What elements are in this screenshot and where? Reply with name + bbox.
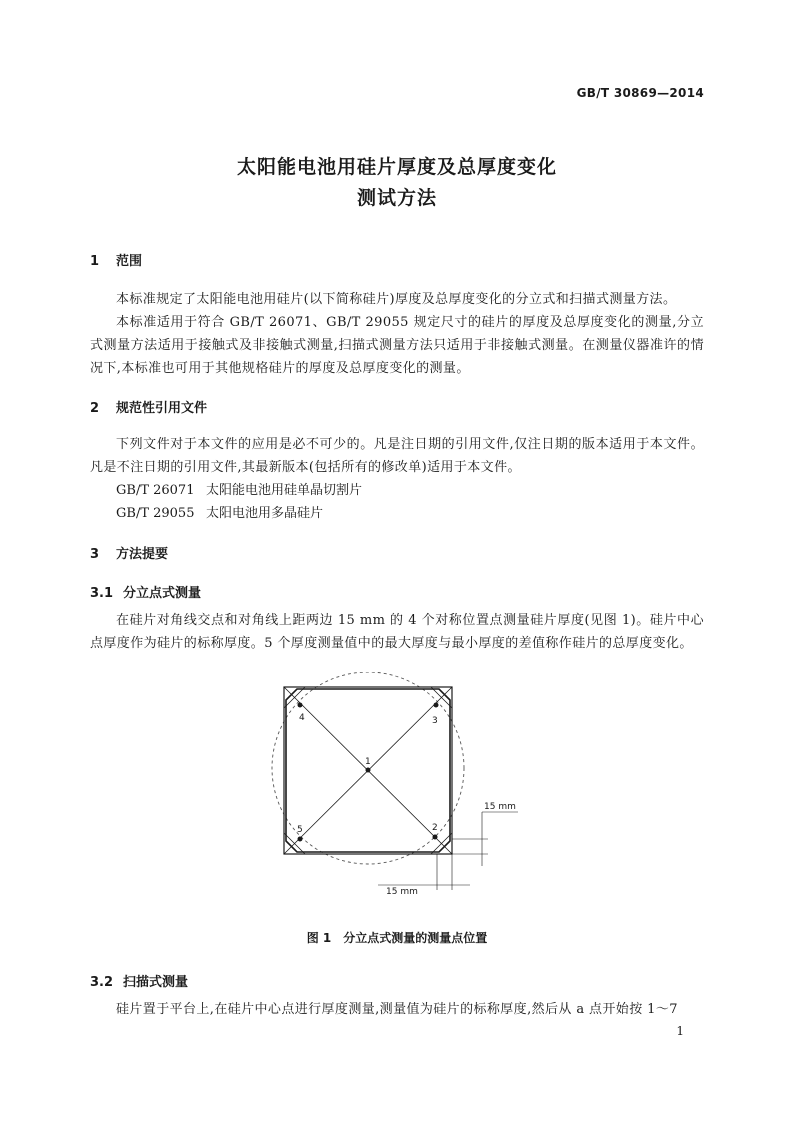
reference-code: GB/T 29055 xyxy=(116,506,195,521)
measurement-point-5 xyxy=(298,837,303,842)
section-3-1-paragraph-1: 在硅片对角线交点和对角线上距两边 15 mm 的 4 个对称位置点测量硅片厚度(见图 1)。硅片中心点厚度作为硅片的标称厚度。5 个厚度测量值中的最大厚度与最小厚度的差值称作硅片的总厚度变化。 xyxy=(90,613,704,651)
section-1-paragraph-1: 本标准规定了太阳能电池用硅片(以下简称硅片)厚度及总厚度变化的分立式和扫描式测量方法。 xyxy=(116,292,677,307)
section-number: 1 xyxy=(90,254,100,269)
section-1-heading xyxy=(90,250,142,269)
section-number: 3 xyxy=(90,547,100,562)
section-3-heading xyxy=(90,543,168,562)
measurement-point-3 xyxy=(434,703,439,708)
reference-title: 太阳电池用多晶硅片 xyxy=(206,506,324,521)
section-number: 3.2 xyxy=(90,975,114,990)
point-label-3: 3 xyxy=(432,716,438,726)
reference-item xyxy=(116,479,362,502)
section-3-1-heading xyxy=(90,582,201,601)
figure-measurement-points xyxy=(260,672,530,902)
measurement-point-1 xyxy=(366,768,371,773)
measurement-point-4 xyxy=(298,703,303,708)
page-number: 1 xyxy=(676,1024,684,1038)
reference-title: 太阳能电池用硅单晶切割片 xyxy=(206,483,363,498)
section-title: 扫描式测量 xyxy=(123,975,189,990)
section-title: 范围 xyxy=(116,254,143,269)
section-3-2-paragraph-1: 硅片置于平台上,在硅片中心点进行厚度测量,测量值为硅片的标称厚度,然后从 a 点开始按 1～7 xyxy=(116,1002,678,1017)
section-title: 规范性引用文件 xyxy=(116,401,208,416)
section-1-paragraph-2: 本标准适用于符合 GB/T 26071、GB/T 29055 规定尺寸的硅片的厚度及总厚度变化的测量,分立式测量方法适用于接触式及非接触式测量,扫描式测量方法只适用于非接触式测量。在测量仪器准许的情况下,本标准也可用于其他规格硅片的厚度及总厚度变化的测量。 xyxy=(90,315,704,376)
figure-caption xyxy=(0,929,794,946)
section-title: 分立点式测量 xyxy=(123,586,202,601)
section-2-heading xyxy=(90,397,207,416)
reference-code: GB/T 26071 xyxy=(116,483,195,498)
dimension-label-horizontal: 15 mm xyxy=(386,887,418,897)
section-2-paragraph-1: 下列文件对于本文件的应用是必不可少的。凡是注日期的引用文件,仅注日期的版本适用于本文件。凡是不注日期的引用文件,其最新版本(包括所有的修改单)适用于本文件。 xyxy=(90,437,704,475)
document-title: 太阳能电池用硅片厚度及总厚度变化 xyxy=(236,156,557,178)
section-3-2-heading xyxy=(90,971,188,990)
measurement-point-2 xyxy=(433,835,438,840)
dimension-label-vertical: 15 mm xyxy=(484,802,516,812)
document-subtitle: 测试方法 xyxy=(356,187,437,209)
point-label-1: 1 xyxy=(365,757,371,767)
section-number: 3.1 xyxy=(90,586,114,601)
section-title: 方法提要 xyxy=(116,547,169,562)
section-number: 2 xyxy=(90,401,100,416)
standard-number: GB/T 30869—2014 xyxy=(576,86,704,100)
figure-title: 分立点式测量的测量点位置 xyxy=(343,931,488,945)
point-label-4: 4 xyxy=(299,713,305,723)
point-label-2: 2 xyxy=(432,823,438,833)
reference-item xyxy=(116,502,323,525)
point-label-5: 5 xyxy=(297,825,303,835)
figure-number: 图 1 xyxy=(306,931,332,945)
